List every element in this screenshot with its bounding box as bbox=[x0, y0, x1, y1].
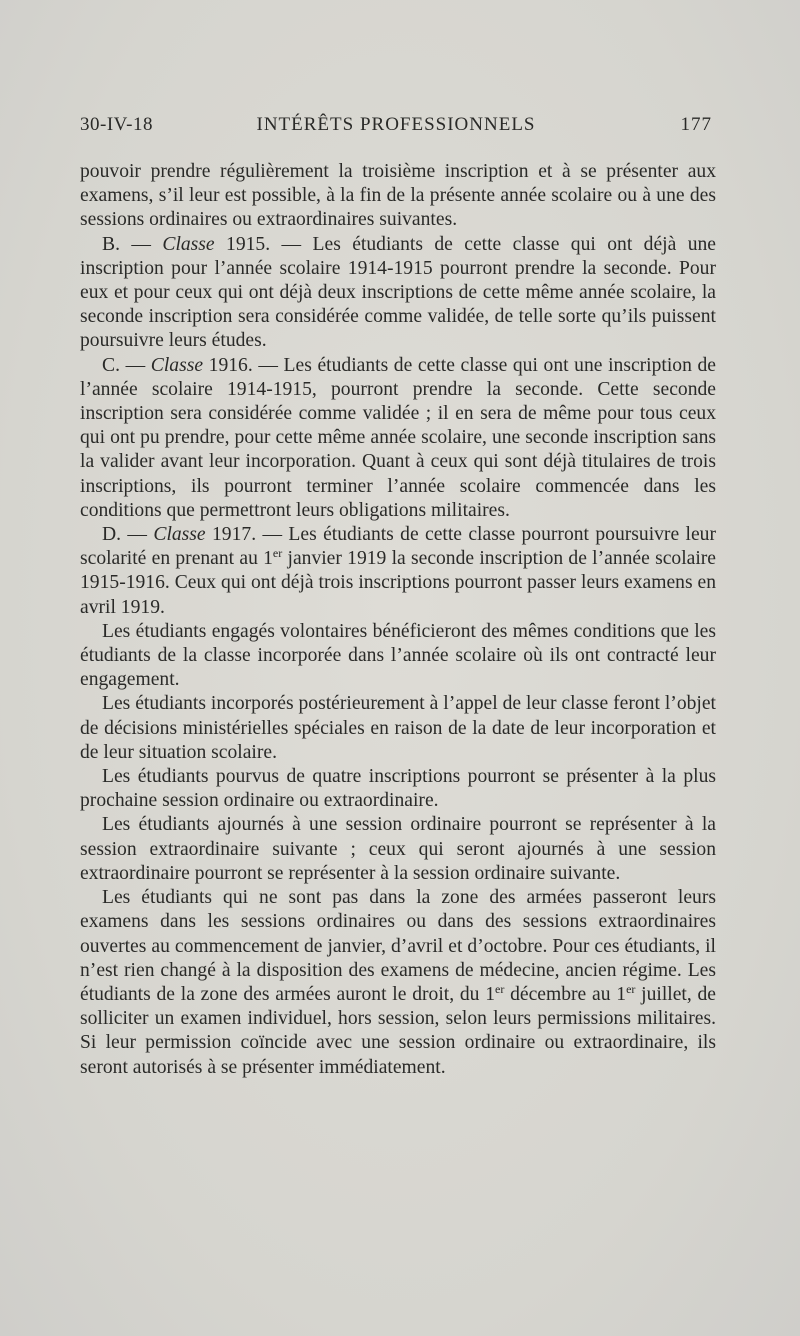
superscript-er: er bbox=[272, 546, 283, 561]
paragraph-text: décembre au 1 bbox=[504, 983, 627, 1005]
paragraph-class-1915 bbox=[80, 233, 716, 354]
page-header bbox=[80, 114, 712, 142]
class-year: 1917. bbox=[205, 524, 263, 546]
section-letter: D. — bbox=[102, 524, 154, 546]
section-letter: C. — bbox=[102, 354, 151, 376]
section-letter: B. — bbox=[102, 233, 163, 255]
paragraph-text: Les étudiants qui ne sont pas dans la zone des armées passeront leurs examens dans les sessions ordinaires ou dans des sessions extraordinaires ouvertes au commencement de janvier, d’avril et d’octobre. Pour ces étudiants, il n’est rien changé à la disposition des examens de médecine, ancien régime. Les étudiants de la zone des armées auront le droit, du 1 bbox=[80, 887, 716, 1005]
body-text bbox=[80, 160, 716, 1080]
paragraph-text: — Les étudiants de cette classe qui ont une inscription de l’année scolaire 1914-1915, pourront prendre la seconde. Cette seconde inscription sera considérée comme validée ; il en sera de même pour tous ceux qui ont pu prendre, pour cette même année scolaire, une seconde inscription sans la valider avant leur incorporation. Quant à ceux qui sont déjà titulaires de trois inscriptions, ils pourront terminer l’année scolaire commencée dans les conditions que permettront leurs obligations militaires. bbox=[80, 354, 716, 521]
paragraph-zone-armees bbox=[80, 886, 716, 1080]
paragraph-continuation: pouvoir prendre régulièrement la troisième inscription et à se présenter aux examens, s’il leur est possible, à la fin de la présente année scolaire ou à une des sessions ordinaires ou extraordinaires suivantes. bbox=[80, 161, 716, 231]
paragraph-quatre-inscriptions: Les étudiants pourvus de quatre inscriptions pourront se présenter à la plus prochaine session ordinaire ou extraordinaire. bbox=[80, 766, 716, 812]
paragraph-text: janvier 1919 la seconde inscription de l’année scolaire 1915-1916. Ceux qui ont déjà trois inscriptions pourront passer leurs examens en avril 1919. bbox=[80, 548, 716, 618]
paragraph-engages-volontaires: Les étudiants engagés volontaires bénéficieront des mêmes conditions que les étudiants de la classe incorporée dans l’année scolaire où ils ont contracté leur engagement. bbox=[80, 620, 716, 691]
class-year: 1916. bbox=[203, 354, 259, 376]
superscript-er: er bbox=[626, 981, 636, 996]
paragraph-text: — Les étudiants de cette classe qui ont déjà une inscription pour l’année scolaire 1914-1915 pourront prendre la seconde. Pour eux et pour ceux qui ont déjà deux inscriptions de cette même année scolaire, la seconde inscription sera considérée comme validée, de telle sorte qu’ils puissent poursuivre leurs études. bbox=[80, 233, 717, 352]
paragraph-ajournes: Les étudiants ajournés à une session ordinaire pourront se représenter à la session extraordinaire suivante ; ceux qui seront ajournés à une session extraordinaire pourront se représenter à la session ordinaire suivante. bbox=[80, 814, 716, 884]
superscript-er: er bbox=[495, 981, 505, 996]
class-year: 1915. bbox=[214, 233, 282, 255]
class-label: Classe bbox=[162, 233, 215, 255]
paragraph-text: — Les étudiants de cette classe pourront poursuivre leur scolarité en prenant au 1 bbox=[80, 524, 716, 570]
page-number: 177 bbox=[680, 114, 712, 135]
folio-date: 30-IV-18 bbox=[80, 114, 153, 135]
class-label: Classe bbox=[150, 354, 204, 376]
class-label: Classe bbox=[153, 524, 206, 546]
paragraph-incorpores: Les étudiants incorporés postérieurement à l’appel de leur classe feront l’objet de décisions ministérielles spéciales en raison de la date de leur incorporation et de leur situation scolaire. bbox=[80, 693, 716, 763]
running-title: INTÉRÊTS PROFESSIONNELS bbox=[256, 114, 536, 135]
paragraph-text: juillet, de solliciter un examen individuel, hors session, selon leurs permissions militaires. Si leur permission coïncide avec une session ordinaire ou extraordinaire, ils seront autorisés à se présenter immédiatement. bbox=[80, 983, 717, 1078]
paragraph-class-1916 bbox=[80, 354, 716, 523]
paragraph-class-1917 bbox=[80, 523, 716, 620]
